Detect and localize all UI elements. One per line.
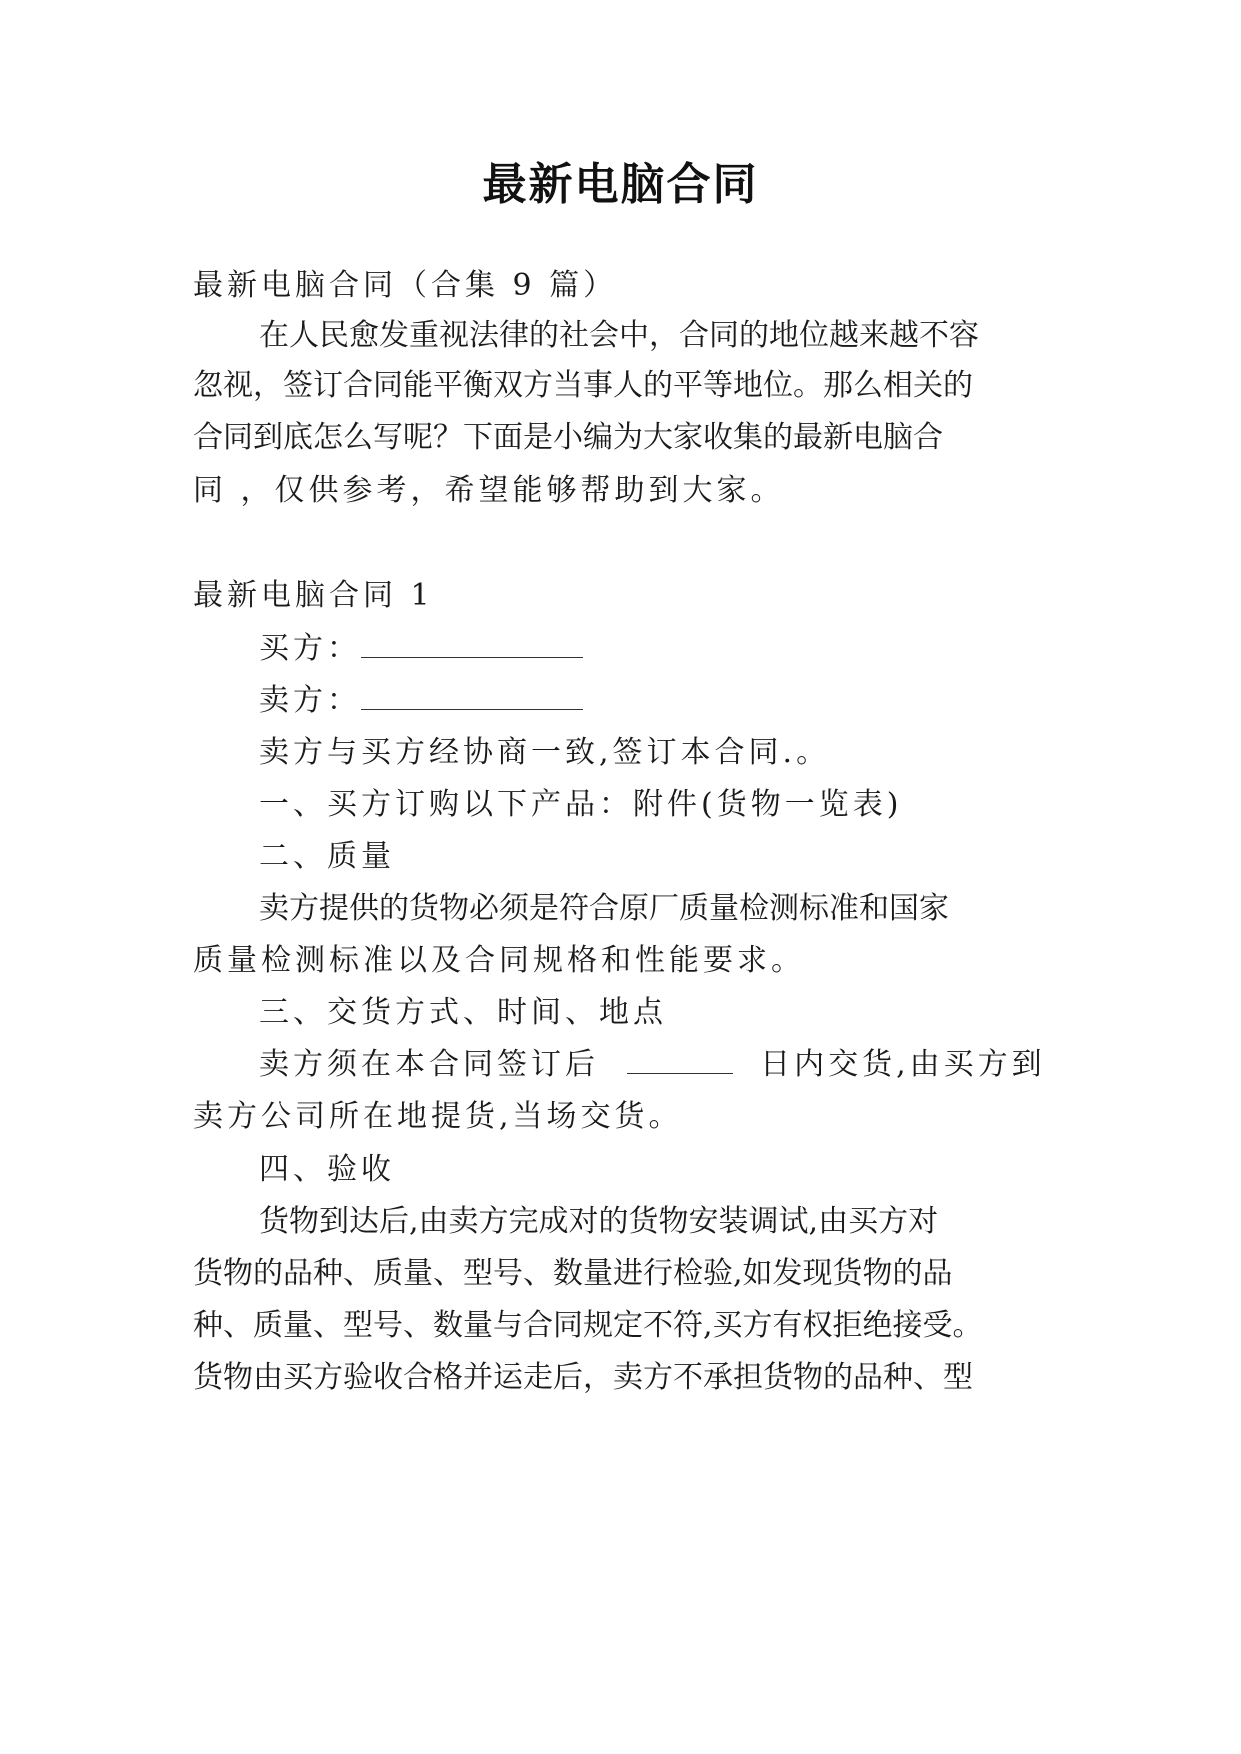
section-4-line-2: 货物的品种、质量、型号、数量进行检验,如发现货物的品 <box>193 1256 953 1291</box>
section-4-title: 四、验收 <box>259 1152 395 1187</box>
section-3-line-2: 卖方公司所在地提货,当场交货。 <box>193 1099 683 1134</box>
section-4-line-4: 货物由买方验收合格并运走后，卖方不承担货物的品种、型 <box>193 1360 973 1395</box>
contract-1-heading: 最新电脑合同 1 <box>193 578 434 613</box>
buyer-label: 买方： <box>259 631 361 666</box>
document-title: 最新电脑合同 <box>482 159 759 210</box>
section-3-text-b: 日内交货,由买方到 <box>760 1047 1046 1082</box>
seller-label: 卖方： <box>259 683 361 718</box>
intro-line-3: 合同到底怎么写呢？下面是小编为大家收集的最新电脑合 <box>193 420 943 455</box>
intro-line-4: 同 ，仅供参考，希望能够帮助到大家。 <box>193 473 785 508</box>
section-4-line-3: 种、质量、型号、数量与合同规定不符,买方有权拒绝接受。 <box>193 1308 983 1343</box>
section-3-text-a: 卖方须在本合同签订后 <box>259 1047 599 1082</box>
delivery-days-blank <box>627 1047 733 1074</box>
agreement-text: 卖方与买方经协商一致,签订本合同.。 <box>259 735 831 770</box>
section-2-line-1: 卖方提供的货物必须是符合原厂质量检测标准和国家 <box>259 891 949 926</box>
collection-subtitle: 最新电脑合同（合集 9 篇） <box>193 268 618 303</box>
section-3-title: 三、交货方式、时间、地点 <box>259 995 667 1030</box>
section-4-line-1: 货物到达后,由卖方完成对的货物安装调试,由买方对 <box>259 1204 939 1239</box>
buyer-line <box>259 629 583 669</box>
section-3-line-1 <box>259 1045 1046 1085</box>
section-2-line-2: 质量检测标准以及合同规格和性能要求。 <box>193 943 805 978</box>
buyer-blank <box>361 631 583 658</box>
section-2-title: 二、质量 <box>259 839 395 874</box>
seller-blank <box>361 683 583 710</box>
section-1: 一、买方订购以下产品：附件(货物一览表) <box>259 787 903 822</box>
intro-line-2: 忽视，签订合同能平衡双方当事人的平等地位。那么相关的 <box>193 368 973 403</box>
intro-line-1: 在人民愈发重视法律的社会中，合同的地位越来越不容 <box>259 318 979 353</box>
seller-line <box>259 681 583 721</box>
